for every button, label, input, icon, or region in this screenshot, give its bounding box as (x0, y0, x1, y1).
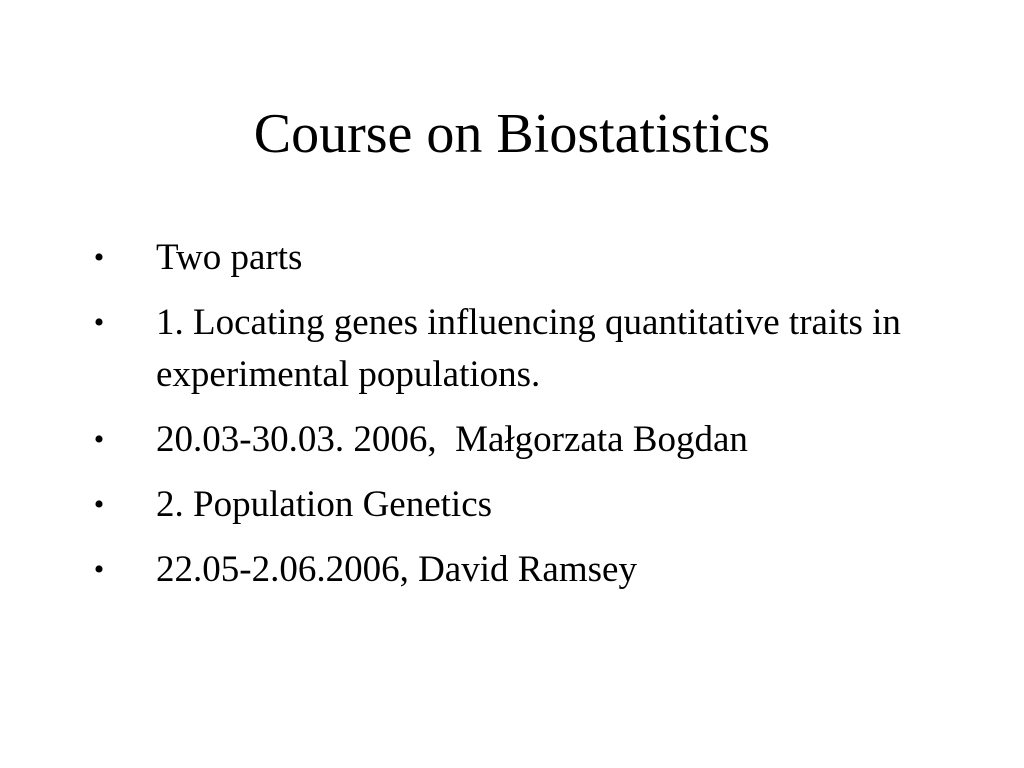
bullet-icon: • (93, 306, 105, 339)
bullet-icon: • (93, 423, 105, 456)
bullet-icon: • (93, 488, 105, 521)
bullet-text: Two parts (156, 237, 303, 278)
bullet-item (84, 232, 964, 284)
bullet-text: 22.05-2.06.2006, David Ramsey (156, 549, 637, 590)
bullet-text: 1. Locating genes influencing quantitative traits in experimental populations. (156, 302, 911, 395)
bullet-icon: • (93, 241, 105, 274)
bullet-list (84, 232, 964, 609)
bullet-icon: • (93, 553, 105, 586)
bullet-item (84, 297, 964, 401)
bullet-text: 20.03-30.03. 2006, Małgorzata Bogdan (156, 419, 748, 460)
bullet-item (84, 414, 964, 466)
bullet-text: 2. Population Genetics (156, 484, 493, 525)
slide-title: Course on Biostatistics (253, 103, 771, 165)
bullet-item (84, 544, 964, 596)
bullet-item (84, 479, 964, 531)
